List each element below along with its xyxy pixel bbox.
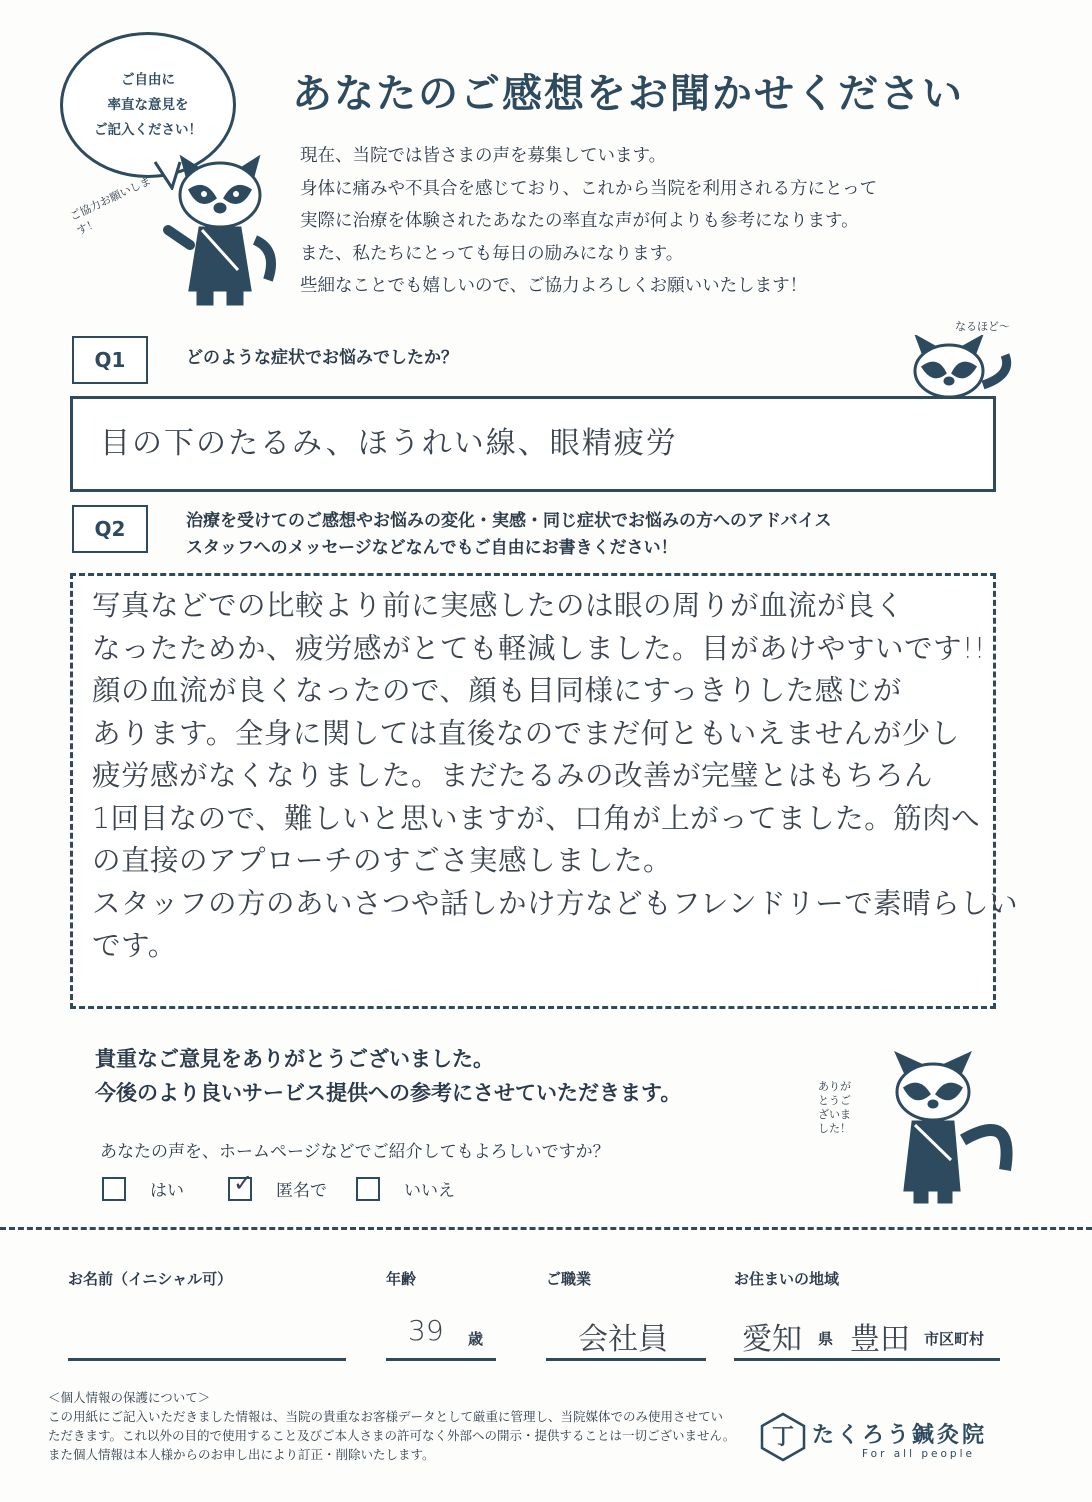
thanks-line: 今後のより良いサービス提供への参考にさせていただきます。	[95, 1081, 682, 1105]
q1-question: どのような症状でお悩みでしたか？	[186, 348, 458, 368]
raccoon-peeking-icon	[905, 335, 1020, 405]
intro-line: 些細なことでも嬉しいので、ご協力よろしくお願いいたします！	[300, 276, 808, 296]
city-unit: 市区町村	[924, 1330, 985, 1348]
thanks-line: 貴重なご意見をありがとうございました。	[95, 1047, 494, 1071]
option-label: いいえ	[404, 1181, 455, 1201]
age-value: 39	[408, 1314, 444, 1347]
checkbox-yes[interactable]	[102, 1177, 126, 1201]
name-field[interactable]	[68, 1358, 346, 1361]
q2-answer-line: 顔の血流が良くなったので、顔も目同様にすっきりした感じが	[92, 674, 902, 707]
mascot-note: ご協力お願いします！	[67, 174, 154, 238]
q2-answer-line: スタッフの方のあいさつや話しかけ方などもフレンドリーで素晴らしい	[92, 886, 1019, 920]
age-unit: 歳	[468, 1330, 484, 1348]
thanks-message	[95, 1042, 681, 1110]
clinic-tagline: For all people	[862, 1448, 975, 1460]
intro-text	[300, 140, 877, 303]
bubble-line: 率直な意見を	[107, 96, 189, 113]
logo-mark: 丁	[772, 1425, 795, 1450]
name-label: お名前（イニシャル可）	[68, 1270, 233, 1288]
clinic-name: たくろう鍼灸院	[812, 1423, 988, 1448]
intro-line: 現在、当院では皆さまの声を募集しています。	[300, 146, 667, 166]
consent-question: あなたの声を、ホームページなどでご紹介してもよろしいですか？	[100, 1142, 610, 1162]
checkbox-anonymous[interactable]	[228, 1168, 254, 1201]
q2-question	[186, 508, 832, 562]
consent-option-anonymous[interactable]	[228, 1168, 327, 1201]
q2-answer-line: の直接のアプローチのすごさ実感しました。	[92, 844, 673, 877]
q2-answer-line: です。	[92, 929, 177, 962]
checkbox-no[interactable]	[356, 1177, 380, 1201]
q2-answer-line: あります。全身に関しては直後なのでまだ何ともいえませんが少し	[92, 716, 960, 750]
intro-line: また、私たちにとっても毎日の励みになります。	[300, 243, 684, 264]
prefecture-value: 愛知	[742, 1322, 802, 1357]
mascot-note: ありがとうございました！	[818, 1080, 851, 1135]
age-field[interactable]	[386, 1358, 496, 1361]
age-label: 年齢	[386, 1270, 417, 1288]
q2-question-line: 治療を受けてのご感想やお悩みの変化・実感・同じ症状でお悩みの方へのアドバイス	[186, 511, 832, 531]
area-field[interactable]	[734, 1358, 1000, 1361]
q2-answer-line: 写真などでの比較より前に実感したのは眼の周りが血流が良く	[92, 589, 905, 622]
intro-line: 身体に痛みや不具合を感じており、これから当院を利用される方にとって	[300, 178, 878, 199]
q2-answer-line: なったためか、疲労感がとても軽減しました。目があけやすいです!!	[92, 631, 986, 665]
q2-answer-line: 1回目なので、難しいと思いますが、口角が上がってました。筋肉へ	[92, 801, 981, 835]
raccoon-bowing-icon	[875, 1050, 1020, 1210]
city-value: 豊田	[850, 1322, 910, 1357]
consent-option-yes[interactable]	[102, 1176, 184, 1201]
area-label: お住まいの地域	[734, 1270, 840, 1288]
q2-answer	[92, 585, 1018, 968]
bubble-line: ご自由に	[121, 71, 175, 88]
privacy-title: ＜個人情報の保護について＞	[48, 1390, 211, 1405]
job-field[interactable]	[546, 1358, 706, 1361]
dashed-divider	[0, 1227, 1092, 1230]
page-title: あなたのご感想をお聞かせください	[292, 71, 964, 117]
mascot-note: なるほど〜	[955, 320, 1010, 333]
check-icon: ✓	[233, 1168, 254, 1197]
privacy-line: この用紙にご記入いただきました情報は、当院の貴重なお客様データとして厳重に管理し、当院媒体でのみ使用させてい	[48, 1409, 724, 1424]
q2-answer-line: 疲労感がなくなりました。まだたるみの改善が完璧とはもちろん	[92, 759, 934, 792]
raccoon-mascot-icon	[160, 150, 280, 310]
prefecture-unit: 県	[818, 1330, 834, 1348]
privacy-line: ただきます。これ以外の目的で使用すること及びご本人さまの許可なく外部への開示・提供することは一切ございません。	[48, 1428, 736, 1443]
option-label: 匿名で	[276, 1181, 327, 1201]
job-label: ご職業	[546, 1270, 592, 1288]
privacy-notice	[48, 1388, 735, 1464]
q1-answer: 目の下のたるみ、ほうれい線、眼精疲労	[100, 426, 678, 461]
privacy-line: また個人情報は本人様からのお申し出により訂正・削除いたします。	[48, 1447, 435, 1462]
q1-label: Q1	[72, 336, 148, 384]
job-value: 会社員	[578, 1322, 668, 1357]
intro-line: 実際に治療を体験されたあなたの率直な声が何よりも参考になります。	[300, 211, 859, 231]
option-label: はい	[150, 1181, 184, 1201]
bubble-line: ご記入ください！	[94, 121, 202, 138]
consent-option-no[interactable]	[356, 1176, 455, 1201]
q2-question-line: スタッフへのメッセージなどなんでもご自由にお書きください！	[186, 538, 678, 558]
q2-label: Q2	[72, 505, 148, 553]
